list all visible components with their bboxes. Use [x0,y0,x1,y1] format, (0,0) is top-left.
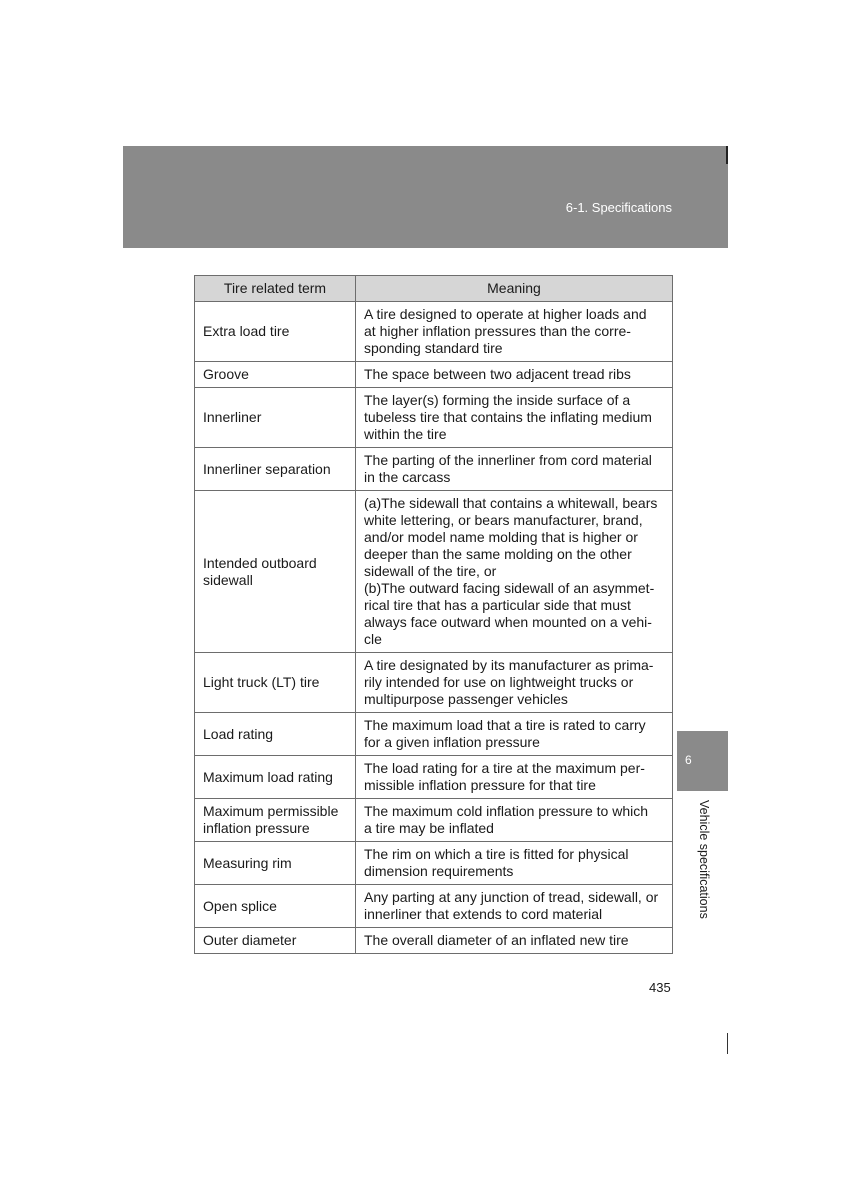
table-row [195,448,673,491]
table-row [195,491,673,653]
meaning-cell: The maximum load that a tire is rated to carry for a given inflation pressure [356,713,673,756]
table-row [195,653,673,713]
chapter-label: Vehicle specifications [697,800,711,919]
term-cell: Extra load tire [195,302,356,362]
term-cell: Innerliner separation [195,448,356,491]
margin-rule [727,1033,728,1054]
table-row [195,756,673,799]
table-row [195,799,673,842]
meaning-cell: The rim on which a tire is fitted for physical dimension requirements [356,842,673,885]
meaning-cell: Any parting at any junction of tread, sidewall, or innerliner that extends to cord material [356,885,673,928]
column-header-term: Tire related term [195,276,356,302]
tire-terms-table [194,275,673,954]
term-cell: Maximum load rating [195,756,356,799]
term-cell: Outer diameter [195,928,356,954]
table-row [195,928,673,954]
table-row [195,885,673,928]
term-cell: Measuring rim [195,842,356,885]
table-header-row [195,276,673,302]
meaning-cell: The layer(s) forming the inside surface of a tubeless tire that contains the inflating medium within the tire [356,388,673,448]
term-cell: Light truck (LT) tire [195,653,356,713]
table-row [195,302,673,362]
table-row [195,388,673,448]
meaning-cell: The space between two adjacent tread ribs [356,362,673,388]
table-row [195,713,673,756]
table-row [195,842,673,885]
term-cell: Open splice [195,885,356,928]
header-band [123,146,728,248]
meaning-cell: The load rating for a tire at the maximum per- missible inflation pressure for that tire [356,756,673,799]
term-cell: Load rating [195,713,356,756]
term-cell: Maximum permissible inflation pressure [195,799,356,842]
meaning-cell: The overall diameter of an inflated new tire [356,928,673,954]
column-header-meaning: Meaning [356,276,673,302]
section-title: 6-1. Specifications [565,200,672,215]
term-cell: Intended outboard sidewall [195,491,356,653]
meaning-cell: (a)The sidewall that contains a whitewall, bears white lettering, or bears manufacturer, brand, and/or model name molding that is higher or deeper than the same molding on the other sidewall of the tire, or (b)The outward facing sidewall of an asymmet- rical tire that has a particular side that must always face outward when mounted on a vehi- cle [356,491,673,653]
term-cell: Innerliner [195,388,356,448]
meaning-cell: The maximum cold inflation pressure to which a tire may be inflated [356,799,673,842]
table-row [195,362,673,388]
page-number: 435 [649,980,671,995]
chapter-tab [677,731,728,791]
meaning-cell: A tire designed to operate at higher loads and at higher inflation pressures than the corre- sponding standard tire [356,302,673,362]
chapter-number: 6 [685,753,692,767]
header-corner-mark [726,146,728,164]
term-cell: Groove [195,362,356,388]
meaning-cell: A tire designated by its manufacturer as prima- rily intended for use on lightweight trucks or multipurpose passenger vehicles [356,653,673,713]
meaning-cell: The parting of the innerliner from cord material in the carcass [356,448,673,491]
